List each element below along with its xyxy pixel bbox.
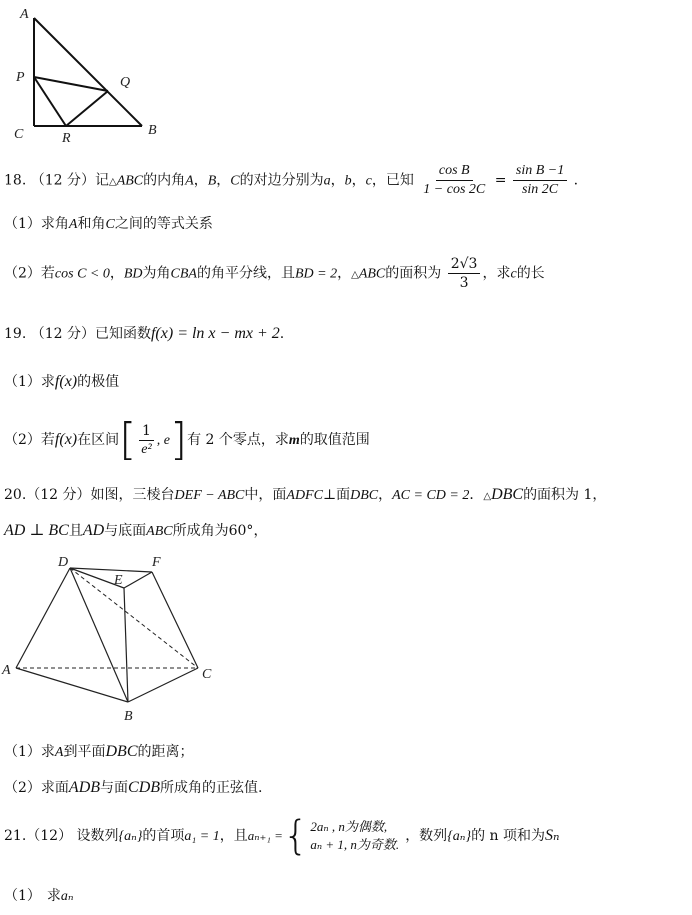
edge-db — [70, 568, 128, 702]
q21-part1: （1） 求aₙ — [4, 888, 74, 904]
q18-part1: （1）求角A和角C之间的等式关系 — [4, 216, 213, 232]
q20-line2: AD ⊥ BC且AD与底面ABC所成角为60°， — [4, 522, 268, 539]
q18-fraction-2: $\frac{\text{sin B −1}}{\sin 2C}$ — [513, 163, 567, 198]
q18-line1: 18. （12 分）记△ABC的内角A，B，C的对边分别为a，b，c，已知 $\frac{\text{cos B}}{1 - \cos 2C}$ = $\frac{\text{sin B −1}}{\sin 2C}$ . — [4, 163, 579, 197]
label-r: R — [62, 131, 71, 146]
edge-da — [16, 568, 70, 668]
q18-fraction-1: $\frac{\text{cos B}}{1 - \cos 2C}$ — [423, 163, 486, 197]
q19-line1: 19. （12 分）已知函数f(x) = ln x − mx + 2. — [4, 325, 285, 342]
edge-fc — [152, 572, 198, 668]
segment-pr — [34, 77, 66, 126]
q21-piecewise: 2aₙ , n为偶数, aₙ + 1, n为奇数. — [310, 819, 400, 852]
label-q: Q — [120, 75, 131, 90]
label-c: C — [202, 667, 212, 682]
q21-line1: 21.（12） 设数列{aₙ}的首项a₁ = 1，且aₙ₊₁ ={ 2aₙ , n为偶数, aₙ + 1, n为奇数. ，数列{aₙ}的 n 项和为Sₙ — [4, 813, 560, 859]
q19-part2: （2）若f(x)在区间[ $\frac{1}{\text{e²}}$ , e]有 2 个零点，求m的取值范围 — [4, 414, 370, 465]
label-a: A — [20, 7, 29, 22]
edge-ef — [124, 572, 152, 588]
hidden-edge-dc — [70, 568, 198, 668]
q19-interval-fraction: $\frac{1}{\text{e²}}$ — [138, 423, 154, 458]
triangle-figure — [0, 0, 180, 150]
frustum-figure — [0, 550, 230, 730]
segment-qr — [66, 91, 108, 126]
label-b: B — [148, 123, 157, 138]
label-c: C — [14, 127, 24, 142]
edge-ab — [34, 18, 142, 126]
edge-eb — [124, 588, 128, 702]
label-a: A — [2, 663, 11, 678]
label-p: P — [16, 70, 25, 85]
q19-part1: （1）求f(x)的极值 — [4, 373, 120, 390]
q20-part2: （2）求面ADB与面CDB所成角的正弦值. — [4, 779, 263, 796]
q18-area-fraction: $\frac{2√3}{3}$ — [448, 256, 481, 291]
q18-part2: （2）若cos C < 0，BD为角CBA的角平分线，且BD = 2，△ABC的面积为 $\frac{2√3}{3}$ ，求c的长 — [4, 256, 545, 291]
edge-bc — [128, 668, 198, 702]
label-d: D — [58, 555, 69, 570]
q20-line1: 20.（12 分）如图，三棱台DEF − ABC中，面ADFC⊥面DBC，AC = CD = 2．△DBC的面积为 1， — [4, 486, 607, 503]
q20-part1: （1）求A到平面DBC的距离； — [4, 743, 194, 760]
edge-df — [70, 568, 152, 572]
label-f: F — [152, 555, 161, 570]
label-b: B — [124, 709, 133, 724]
label-e: E — [114, 573, 123, 588]
edge-ab — [16, 668, 128, 702]
segment-pq — [34, 77, 108, 91]
